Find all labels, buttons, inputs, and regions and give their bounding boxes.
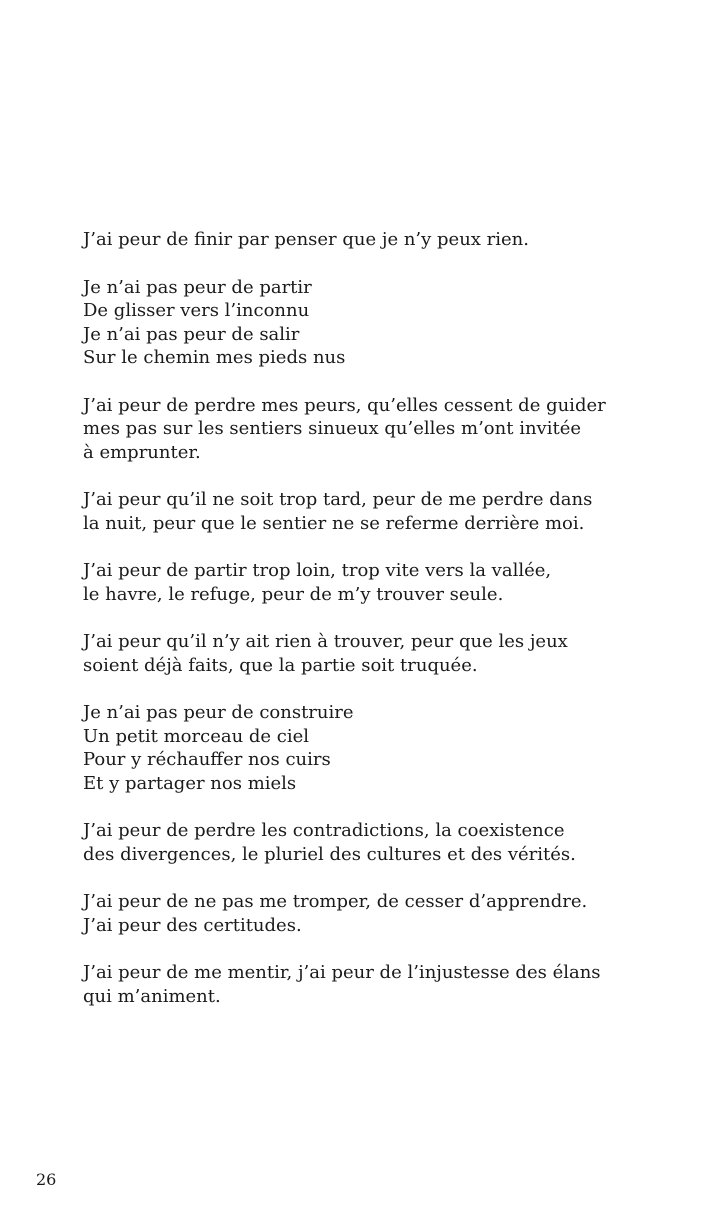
- stanza: [83, 630, 683, 677]
- page-number: 26: [36, 1170, 57, 1189]
- poem-line: Je n’ai pas peur de partir: [83, 276, 312, 298]
- stanza: [83, 488, 683, 535]
- poem-line: des divergences, le pluriel des cultures et des vérités.: [83, 843, 576, 865]
- stanza: [83, 276, 683, 370]
- poem-line: J’ai peur des certitudes.: [83, 914, 302, 936]
- stanza: [83, 228, 683, 252]
- poem-line: Et y partager nos miels: [83, 772, 297, 794]
- poem-line: J’ai peur de ne pas me tromper, de cesser d’apprendre.: [83, 891, 588, 912]
- stanza: [83, 394, 683, 465]
- stanza: [83, 819, 683, 866]
- poem-text: [83, 228, 683, 1032]
- poem-line: J’ai peur qu’il n’y ait rien à trouver, peur que les jeux: [83, 631, 568, 652]
- stanza: [83, 559, 683, 606]
- poem-line: De glisser vers l’inconnu: [83, 300, 310, 321]
- poem-line: J’ai peur de partir trop loin, trop vite vers la vallée,: [83, 560, 552, 581]
- stanza: [83, 890, 683, 937]
- poem-line: qui m’animent.: [83, 985, 221, 1007]
- poem-line: J’ai peur de perdre mes peurs, qu’elles cessent de guider: [83, 394, 606, 416]
- stanza: [83, 701, 683, 795]
- poem-line: la nuit, peur que le sentier ne se referme derrière moi.: [83, 512, 585, 534]
- poem-line: J’ai peur de perdre les contradictions, la coexistence: [83, 820, 565, 841]
- poem-line: Je n’ai pas peur de construire: [83, 702, 354, 723]
- poem-line: Un petit morceau de ciel: [83, 725, 310, 747]
- poem-line: soient déjà faits, que la partie soit truquée.: [83, 654, 478, 676]
- poem-line: mes pas sur les sentiers sinueux qu’elles m’ont invitée: [83, 418, 582, 439]
- stanza: [83, 961, 683, 1008]
- poem-line: Sur le chemin mes pieds nus: [83, 347, 346, 368]
- poem-line: J’ai peur de finir par penser que je n’y peux rien.: [83, 229, 530, 250]
- poem-line: J’ai peur de me mentir, j’ai peur de l’injustesse des élans: [83, 962, 601, 983]
- poem-line: Je n’ai pas peur de salir: [83, 323, 300, 345]
- poem-line: à emprunter.: [83, 441, 201, 463]
- poem-line: le havre, le refuge, peur de m’y trouver seule.: [83, 583, 504, 605]
- poem-line: J’ai peur qu’il ne soit trop tard, peur de me perdre dans: [83, 489, 593, 510]
- poem-line: Pour y réchauffer nos cuirs: [83, 749, 331, 770]
